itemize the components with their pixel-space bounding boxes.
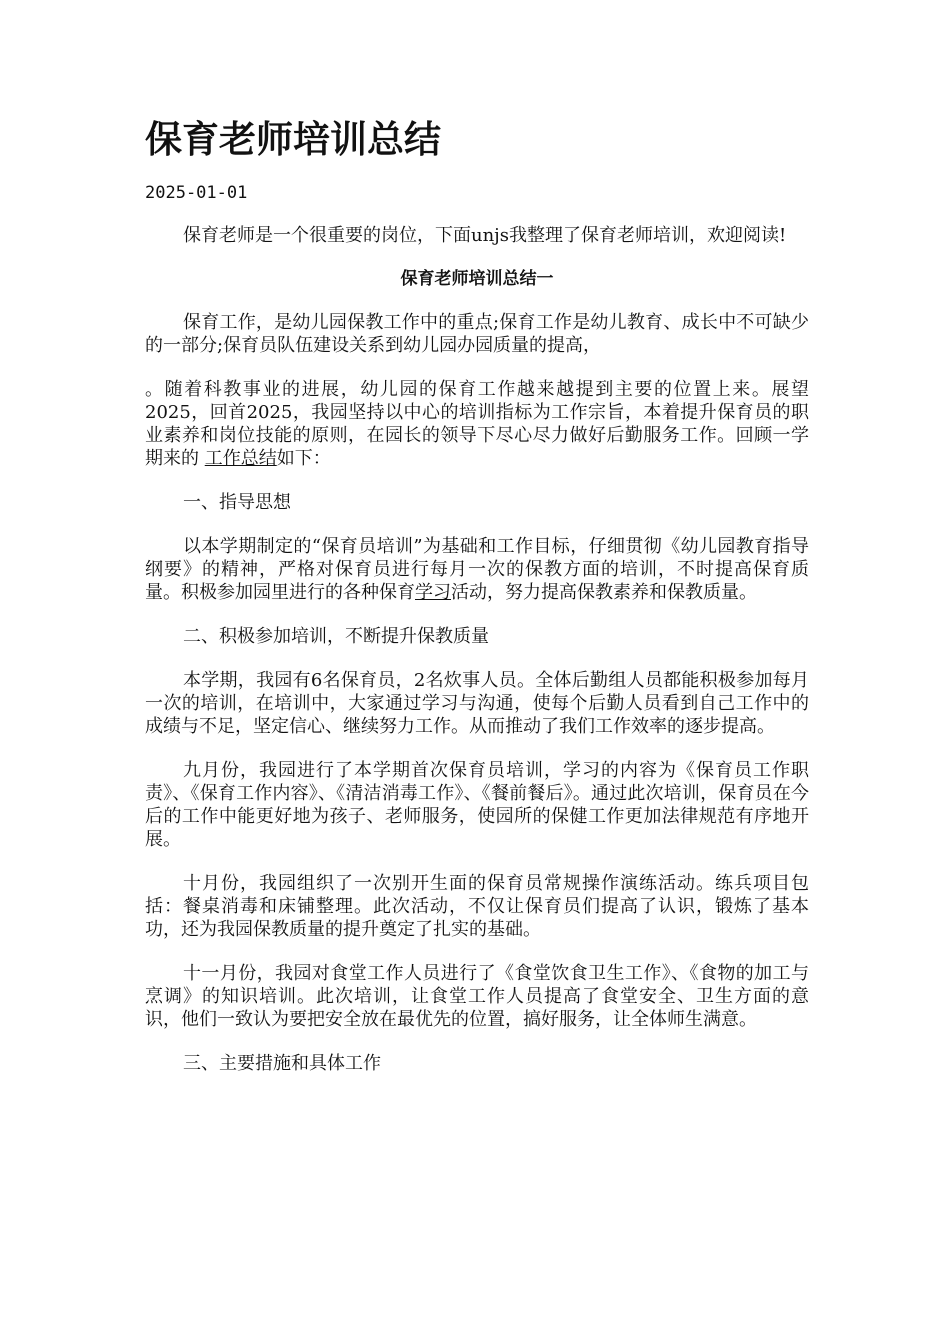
- paragraph-7: 十一月份，我园对食堂工作人员进行了《食堂饮食卫生工作》、《食物的加工与烹调》的知识培训。此次培训，让食堂工作人员提高了食堂安全、卫生方面的意识，他们一致认为要把安全放在最优先的位置，搞好服务，让全体师生满意。: [145, 963, 809, 1030]
- heading-guiding-ideas: 一、指导思想: [183, 492, 291, 513]
- paragraph-4: 本学期，我园有6名保育员，2名炊事人员。全体后勤组人员都能积极参加每月一次的培训，在培训中，大家通过学习与沟通，使每个后勤人员看到自己工作中的成绩与不足，坚定信心、继续努力工作。从而推动了我们工作效率的逐步提高。: [145, 670, 809, 737]
- paragraph-3-text-end: 活动，努力提高保教素养和保教质量。: [451, 582, 757, 603]
- paragraph-2: [145, 378, 809, 470]
- publish-date: 2025-01-01: [145, 183, 248, 203]
- document-title: 保育老师培训总结: [145, 118, 441, 161]
- section-heading: 保育老师培训总结一: [400, 269, 554, 289]
- paragraph-6: 十月份，我园组织了一次别开生面的保育员常规操作演练活动。练兵项目包括：餐桌消毒和床铺整理。此次活动，不仅让保育员们提高了认识，锻炼了基本功，还为我园保教质量的提升奠定了扎实的基础。: [145, 873, 809, 940]
- heading-measures: 三、主要措施和具体工作: [183, 1053, 381, 1074]
- paragraph-2-text-start: 。随着科教事业的进展，幼儿园的保育工作越来越提到主要的位置上来。展望2025，回首2025，我园坚持以中心的培训指标为工作宗旨，本着提升保育员的职业素养和岗位技能的原则，在园长的领导下尽心尽力做好后勤服务工作。回顾一学期来的: [145, 379, 809, 469]
- paragraph-5: 九月份，我园进行了本学期首次保育员培训，学习的内容为《保育员工作职责》、《保育工作内容》、《清洁消毒工作》、《餐前餐后》。通过此次培训，保育员在今后的工作中能更好地为孩子、老师服务，使园所的保健工作更加法律规范有序地开展。: [145, 760, 809, 850]
- paragraph-3: [145, 535, 809, 604]
- paragraph-3-text-start: 以本学期制定的“保育员培训”为基础和工作目标，仔细贯彻《幼儿园教育指导纲要》的精神，严格对保育员进行每月一次的保教方面的培训，不时提高保育质量。积极参加园里进行的各种保育: [145, 536, 809, 603]
- study-link[interactable]: 学习: [415, 582, 451, 603]
- document-page: [145, 112, 809, 1096]
- heading-training: 二、积极参加培训，不断提升保教质量: [183, 626, 489, 647]
- work-summary-link[interactable]: 工作总结: [204, 448, 277, 469]
- paragraph-1: 保育工作，是幼儿园保教工作中的重点;保育工作是幼儿教育、成长中不可缺少的一部分;保育员队伍建设关系到幼儿园办园质量的提高，: [145, 312, 809, 356]
- intro-paragraph: 保育老师是一个很重要的岗位，下面unjs我整理了保育老师培训，欢迎阅读!: [183, 225, 787, 246]
- paragraph-2-text-end: 如下：: [276, 448, 331, 469]
